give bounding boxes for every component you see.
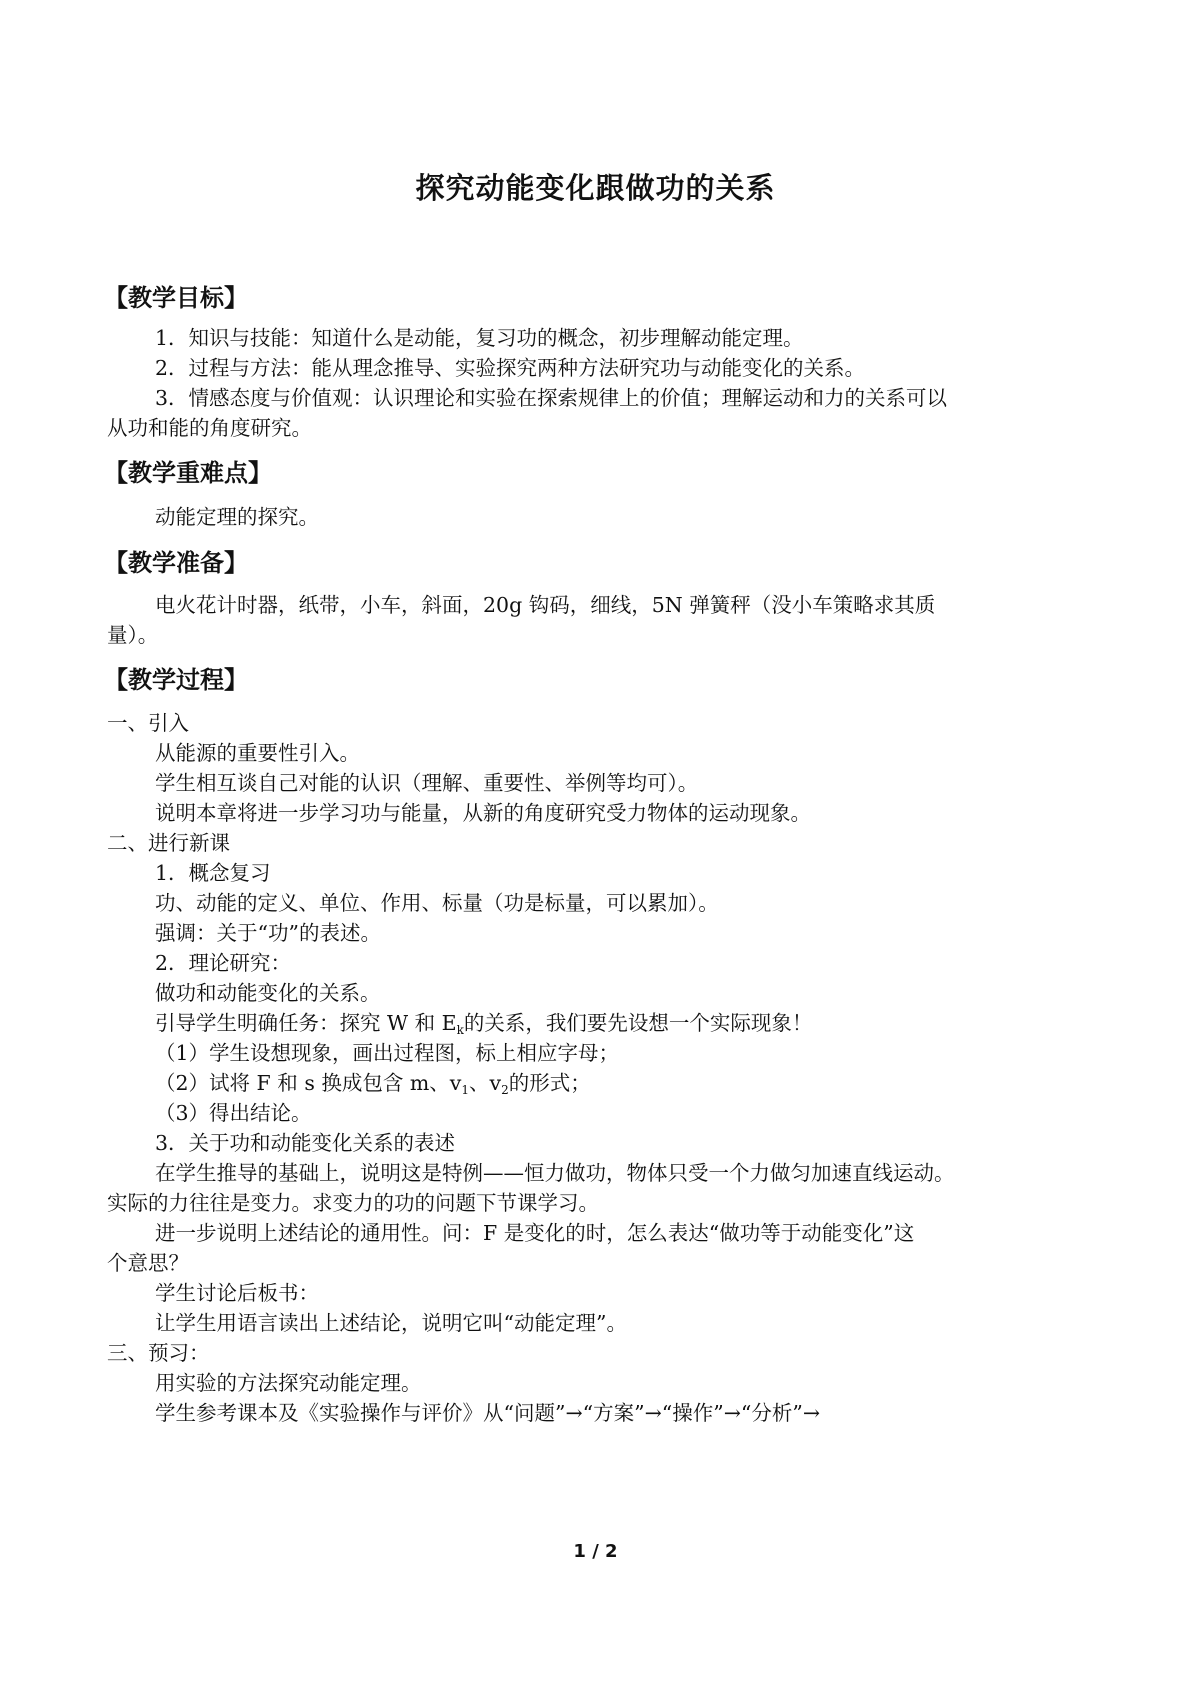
key-points-heading: 【教学重难点】	[104, 459, 272, 487]
step2-subscript-2: 2	[501, 1083, 509, 1097]
part2-label: 二、进行新课	[107, 831, 230, 855]
part2-section2-title: 2．理论研究：	[155, 951, 292, 975]
part3-line-2: 学生参考课本及《实验操作与评价》从“问题”→“方案”→“操作”→“分析”→	[155, 1401, 821, 1425]
step2-text-mid: 、v	[469, 1071, 502, 1095]
part1-label: 一、引入	[107, 711, 189, 735]
preparation-heading: 【教学准备】	[104, 549, 248, 577]
part2-section1-line-2: 强调：关于“功”的表述。	[155, 921, 381, 945]
part2-section2-task	[155, 1008, 812, 1038]
step2-text-pre: （2）试将 F 和 s 换成包含 m、v	[155, 1071, 462, 1095]
part2-section1-title: 1．概念复习	[155, 861, 271, 885]
step2-text-post: 的形式；	[508, 1071, 591, 1095]
part2-section2-step-1: （1）学生设想现象，画出过程图，标上相应字母；	[155, 1041, 620, 1065]
objective-item-2: 2．过程与方法：能从理念推导、实验探究两种方法研究功与动能变化的关系。	[155, 356, 866, 380]
part2-section3-line-5: 学生讨论后板书：	[155, 1281, 319, 1305]
objectives-heading: 【教学目标】	[104, 284, 248, 312]
part2-section2-step-2	[155, 1068, 591, 1098]
part2-section2-line-1: 做功和动能变化的关系。	[155, 981, 381, 1005]
preparation-line-2: 量）。	[107, 623, 159, 647]
part2-section3-line-4: 个意思？	[107, 1251, 189, 1275]
process-heading: 【教学过程】	[104, 666, 248, 694]
part2-section3-line-6: 让学生用语言读出上述结论，说明它叫“动能定理”。	[155, 1311, 627, 1335]
preparation-line-1: 电火花计时器，纸带，小车，斜面，20g 钩码，细线，5N 弹簧秤（没小车策略求其质	[155, 593, 936, 617]
part1-line-2: 学生相互谈自己对能的认识（理解、重要性、举例等均可）。	[155, 771, 699, 795]
step2-subscript-1: 1	[461, 1083, 470, 1097]
part1-line-1: 从能源的重要性引入。	[155, 741, 360, 765]
objective-item-1: 1．知识与技能：知道什么是动能，复习功的概念，初步理解动能定理。	[155, 326, 804, 350]
objective-item-3: 3．情感态度与价值观：认识理论和实验在探索规律上的价值；理解运动和力的关系可以	[155, 386, 948, 410]
part3-line-1: 用实验的方法探究动能定理。	[155, 1371, 422, 1395]
page-number: 1 / 2	[573, 1541, 618, 1562]
part1-line-3: 说明本章将进一步学习功与能量，从新的角度研究受力物体的运动现象。	[155, 801, 811, 825]
part2-section1-line-1: 功、动能的定义、单位、作用、标量（功是标量，可以累加）。	[155, 891, 719, 915]
part2-section3-line-2: 实际的力往往是变力。求变力的功的问题下节课学习。	[107, 1191, 599, 1215]
part2-section3-line-3: 进一步说明上述结论的通用性。问：F 是变化的时，怎么表达“做功等于动能变化”这	[155, 1221, 915, 1245]
part2-section3-title: 3．关于功和动能变化关系的表述	[155, 1131, 456, 1155]
part2-section3-line-1: 在学生推导的基础上，说明这是特例——恒力做功，物体只受一个力做匀加速直线运动。	[155, 1161, 955, 1185]
objective-item-3-continued: 从功和能的角度研究。	[107, 416, 312, 440]
key-points-text: 动能定理的探究。	[155, 505, 319, 529]
part2-section2-step-3: （3）得出结论。	[155, 1101, 312, 1125]
task-text-pre: 引导学生明确任务：探究 W 和 E	[155, 1011, 457, 1035]
task-subscript-k: k	[456, 1023, 464, 1037]
task-text-post: 的关系，我们要先设想一个实际现象！	[463, 1011, 813, 1035]
part3-label: 三、预习：	[107, 1341, 210, 1365]
document-title: 探究动能变化跟做功的关系	[415, 171, 776, 205]
